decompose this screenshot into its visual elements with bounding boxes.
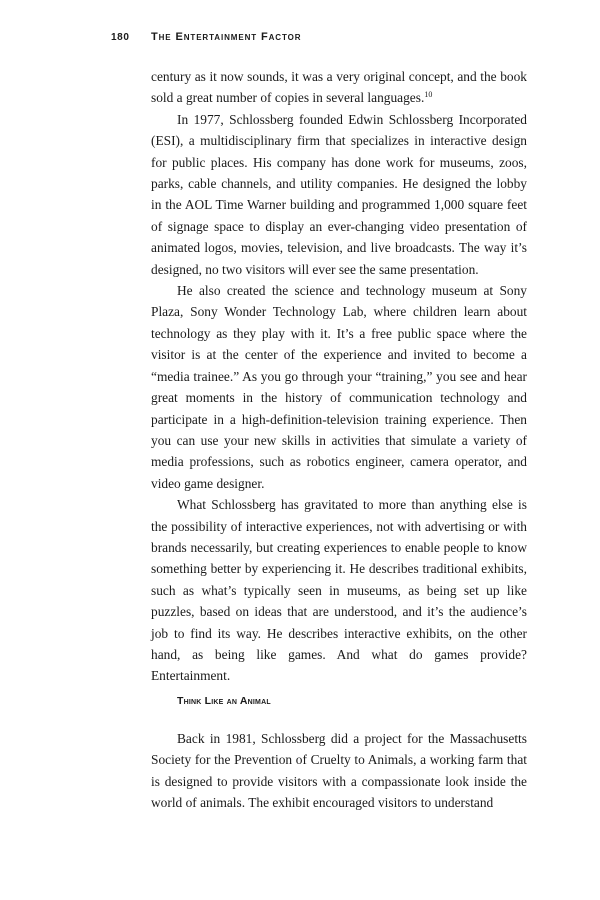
body-text <box>151 66 527 813</box>
paragraph-sony-wonder: He also created the science and technology museum at Sony Plaza, Sony Wonder Technology Lab, where children learn about technology as they play with it. It’s a free public space where the visitor is at the center of the experience and invited to become a “media trainee.” As you go through your “training,” you see and hear great moments in the history of communication technology and participate in a high-definition-television training experience. Then you can use your new skills in activities that simulate a variety of media professions, such as robotics engineer, camera operator, and video game designer. <box>151 283 527 491</box>
page-number: 180 <box>111 32 130 43</box>
running-head <box>111 30 301 44</box>
paragraph-interactive-experiences: What Schlossberg has gravitated to more than anything else is the possibility of interactive experiences, not with advertising or with brands necessarily, but creating experiences to enable people to know something better by experiencing it. He describes traditional exhibits, such as what’s typically seen in museums, as being set up like puzzles, based on ideas that are understood, and it’s the audience’s job to find its way. He describes interactive exhibits, on the other hand, as being like games. And what do games provide? Entertainment. <box>151 497 527 684</box>
footnote-reference: 10 <box>424 90 433 100</box>
paragraph-mspca: Back in 1981, Schlossberg did a project for the Massachusetts Society for the Prevention of Cruelty to Animals, a working farm that is designed to provide visitors with a compassionate look inside the world of animals. The exhibit encouraged visitors to understand <box>151 730 527 810</box>
paragraph-esi-founding: In 1977, Schlossberg founded Edwin Schlossberg Incorporated (ESI), a multidisciplinary firm that specializes in interactive design for public places. His company has done work for museums, zoos, parks, cable channels, and utility companies. He designed the lobby in the AOL Time Warner building and programmed 1,000 square feet of signage space to display an ever-changing video presentation of animated logos, movies, television, and live broadcasts. The way it’s designed, no two visitors will ever see the same presentation. <box>151 111 527 277</box>
section-heading: Think Like an Animal <box>177 694 271 707</box>
paragraph-text: century as it now sounds, it was a very original concept, and the book sold a great number of copies in several languages. <box>151 69 527 106</box>
book-title: The Entertainment Factor <box>151 31 302 43</box>
paragraph-continued <box>151 66 527 109</box>
